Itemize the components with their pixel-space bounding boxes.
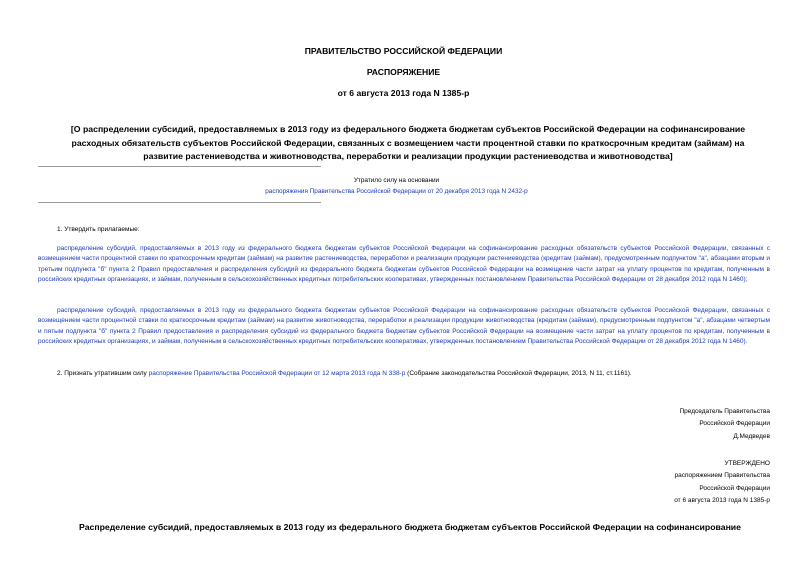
government-heading: ПРАВИТЕЛЬСТВО РОССИЙСКОЙ ФЕДЕРАЦИИ	[304, 46, 503, 56]
document-date-number: от 6 августа 2013 года N 1385-р	[337, 88, 470, 98]
distribution-link-2[interactable]: распределение субсидий, предоставляемых в 2013 году из федерального бюджета бюджетам субъектов Российской Федерации на софинансирование расходных обязательств субъектов Российской Федерации, связанных с возмещением части процентной ставки по краткосрочным кредитам (займам) на развитие животноводства, переработки и реализации продукции животноводства (кредитам (займам), предусмотренным подпунктом "а", абзацами четвертым и пятым подпункта "б" пункта 2 Правил предоставления и распределения субсидий из федерального бюджета бюджетам субъектов Российской Федерации на возмещение части затрат на уплату процентов по кредитам, полученным в российских кредитных организациях, и займам, полученным в сельскохозяйственных кредитных потребительских кооперативах, утвержденных постановлением Правительства Российской Федерации от 28 декабря 2012 года N 1460).	[38, 307, 770, 345]
approval-block	[674, 458, 770, 507]
appendix-title: Распределение субсидий, предоставляемых в 2013 году из федерального бюджета бюджетам субъектов Российской Федерации на софинансирование	[79, 522, 741, 532]
signature-name: Д.Медведев	[733, 432, 770, 440]
signature-country: Российской Федерации	[699, 420, 770, 428]
item-2-link[interactable]: распоряжение Правительства Российской Федерации от 12 марта 2013 года N 338-р	[148, 370, 406, 377]
item-2	[57, 369, 767, 379]
status-lost-force: Утратило силу на основании	[353, 177, 440, 184]
item-2-suffix: (Собрание законодательства Российской Федерации, 2013, N 11, ст.1161).	[405, 370, 632, 377]
item-2-prefix: 2. Признать утратившим силу	[57, 370, 149, 377]
document-type-heading: РАСПОРЯЖЕНИЕ	[366, 67, 441, 77]
top-divider	[38, 166, 321, 167]
signature-position: Председатель Правительства	[679, 408, 770, 415]
document-title: [О распределении субсидий, предоставляемых в 2013 году из федерального бюджета бюджетам субъектов Российской Федерации на софинансирование расходных обязательств субъектов Российской Федерации, связанных с возмещением части процентной ставки по краткосрочным кредитам (займам) на развитие растениеводства и животноводства, переработки и реализации продукции растениеводства и животноводства]	[70, 124, 746, 162]
approval-heading: УТВЕРЖДЕНО	[724, 460, 770, 467]
approval-line-4: от 6 августа 2013 года N 1385-р	[674, 496, 770, 504]
distribution-link-1[interactable]: распределение субсидий, предоставляемых в 2013 году из федерального бюджета бюджетам субъектов Российской Федерации на софинансирование расходных обязательств субъектов Российской Федерации, связанных с возмещением части процентной ставки по краткосрочным кредитам (займам) на развитие растениеводства, переработки и реализации продукции растениеводства (кредитам (займам), предусмотренным подпунктом "а", абзацами вторым и третьим подпункта "б" пункта 2 Правил предоставления и распределения субсидий из федерального бюджета бюджетам субъектов Российской Федерации на возмещение части затрат на уплату процентов по кредитам, полученным в российских кредитных организациях, и займам, полученным в сельскохозяйственных кредитных потребительских кооперативах, утвержденных постановлением Правительства Российской Федерации от 28 декабря 2012 года N 1460);	[38, 245, 770, 283]
status-basis-link[interactable]: распоряжения Правительства Российской Федерации от 20 декабря 2013 года N 2432-р	[265, 188, 528, 195]
approval-line-3: Российской Федерации	[699, 484, 770, 492]
item-1: 1. Утвердить прилагаемые:	[57, 226, 140, 233]
approval-line-2: распоряжением Правительства	[674, 472, 770, 480]
bottom-divider	[38, 202, 321, 203]
signature-block	[679, 406, 770, 443]
